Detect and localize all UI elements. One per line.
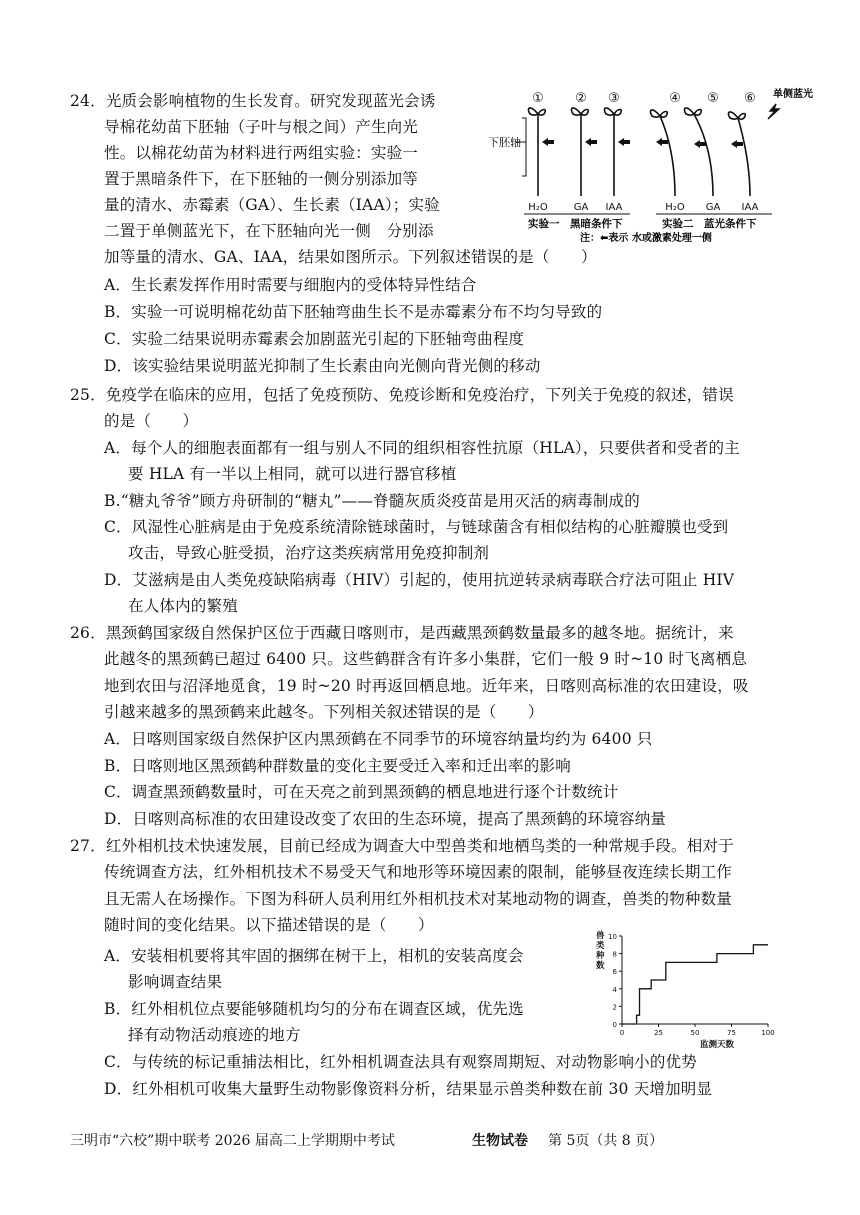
q25-option-d: D．艾滋病是由人类免疫缺陷病毒（HIV）引起的，使用抗逆转录病毒联合疗法可阻止 HIV: [104, 571, 735, 589]
q24-option-c: C．实验二结果说明赤霉素会加剧蓝光引起的下胚轴弯曲程度: [104, 330, 525, 348]
footer-page-number: 第 5页（共 8 页）: [548, 1133, 664, 1149]
lightning-icon: [768, 104, 779, 119]
q25-option-c: C．风湿性心脏病是由于免疫系统清除链球菌时，与链球菌含有相似结构的心脏瓣膜也受到: [104, 518, 729, 536]
q27-option-d: D．红外相机可收集大量野生动物影像资料分析，结果显示兽类种数在前 30 天增加明显: [104, 1080, 713, 1098]
figure-number-1: ①: [532, 91, 544, 106]
seedling-5: [694, 114, 713, 196]
q24-line-2: 导棉花幼苗下胚轴（子叶与根之间）产生向光: [104, 118, 419, 136]
x-tick-label: 100: [761, 1029, 775, 1037]
q24-option-a: A．生长素发挥作用时需要与细胞内的受体特异性结合: [104, 276, 477, 294]
treatment-label-1: H₂O: [528, 202, 548, 213]
q27-line-1: 27．红外相机技术快速发展，目前已经成为调查大中型兽类和地栖鸟类的一种常规手段。相对于: [70, 837, 734, 855]
q27-line-3: 且无需人在场操作。下图为科研人员利用红外相机技术对某地动物的调查，兽类的物种数量: [104, 890, 733, 908]
figure-number-3: ③: [608, 91, 620, 106]
species-step-line: [622, 945, 768, 1024]
seedling-4: [660, 116, 675, 196]
figure-number-2: ②: [575, 91, 587, 106]
x-axis-label: 监测天数: [699, 1040, 735, 1050]
q24-option-b: B．实验一可说明棉花幼苗下胚轴弯曲生长不是赤霉素分布不均匀导致的: [104, 303, 603, 321]
q25-option-d-cont: 在人体内的繁殖: [128, 597, 238, 615]
q24-line-3: 性。以棉花幼苗为材料进行两组实验：实验一: [104, 144, 419, 162]
q24-line-1: 24．光质会影响植物的生长发育。研究发现蓝光会诱: [70, 92, 436, 110]
figure-number-4: ④: [669, 91, 681, 106]
treatment-label-6: IAA: [741, 202, 759, 213]
q26-option-d: D．日喀则高标准的农田建设改变了农田的生态环境，提高了黑颈鹤的环境容纳量: [104, 810, 667, 828]
q26-line-3: 地到农田与沼泽地觅食，19 时~20 时再返回栖息地。近年来，日喀则高标准的农田建设，吸: [104, 677, 749, 695]
figure-note: 注：⬅表示 水或激素处理一侧: [580, 233, 712, 244]
q26-line-2: 此越冬的黑颈鹤已超过 6400 只。这些鹤群含有许多小集群，它们一般 9 时~10 时飞离栖息: [104, 650, 748, 668]
y-tick-label: 6: [612, 968, 617, 977]
y-tick-label: 2: [612, 1003, 617, 1012]
y-tick-label: 10: [608, 933, 617, 941]
exp1-label: 实验一 黑暗条件下: [528, 218, 623, 230]
q27-line-2: 传统调查方法，红外相机技术不易受天气和地形等环境因素的限制，能够昼夜连续长期工作: [104, 863, 733, 881]
q25-option-a: A．每个人的细胞表面都有一组与别人不同的组织相容性抗原（HLA），只要供者和受者的主: [104, 439, 740, 457]
x-tick-label: 50: [690, 1029, 700, 1037]
q24-option-d: D．该实验结果说明蓝光抑制了生长素由向光侧向背光侧的移动: [104, 357, 541, 375]
q27-option-a-cont: 影响调查结果: [128, 973, 223, 991]
q24-seedling-figure: [480, 84, 820, 244]
footer-exam-title: 三明市“六校”期中联考 2026 届高二上学期期中考试: [70, 1133, 395, 1149]
seedling-6: [738, 118, 750, 196]
footer-subject: 生物试卷: [472, 1133, 528, 1149]
figure-number-5: ⑤: [707, 91, 719, 106]
q24-line-4: 置于黑暗条件下，在下胚轴的一侧分别添加等: [104, 170, 419, 188]
treatment-label-5: GA: [705, 202, 721, 213]
q25-line-1: 25．免疫学在临床的应用，包括了免疫预防、免疫诊断和免疫治疗，下列关于免疫的叙述，错误: [70, 386, 734, 404]
q24-line-5: 量的清水、赤霉素（GA）、生长素（IAA）；实验: [104, 196, 440, 214]
q24-line-6: 二置于单侧蓝光下，在下胚轴向光一侧 分别添: [104, 222, 434, 240]
x-tick-label: 25: [654, 1029, 663, 1037]
exp2-label: 实验二 蓝光条件下: [662, 218, 757, 230]
x-tick-label: 75: [727, 1029, 736, 1037]
blue-light-label: 单侧蓝光: [773, 89, 813, 100]
figure-number-6: ⑥: [744, 91, 756, 106]
y-tick-label: 8: [612, 950, 617, 959]
q27-option-c: C．与传统的标记重捕法相比，红外相机调查法具有观察周期短、对动物影响小的优势: [104, 1053, 697, 1071]
q25-option-b: B.“糖丸爷爷”顾方舟研制的“糖丸”——脊髓灰质炎疫苗是用灭活的病毒制成的: [104, 492, 640, 510]
q25-option-c-cont: 攻击，导致心脏受损，治疗这类疾病常用免疫抑制剂: [128, 544, 490, 562]
q27-option-b-cont: 择有动物活动痕迹的地方: [128, 1026, 301, 1044]
q25-option-a-cont: 要 HLA 有一半以上相同，就可以进行器官移植: [128, 465, 457, 483]
treatment-label-3: IAA: [605, 202, 623, 213]
q27-option-a: A．安装相机要将其牢固的捆绑在树干上，相机的安装高度会: [104, 947, 524, 965]
q26-line-4: 引越来越多的黑颈鹤来此越冬。下列相关叙述错误的是（ ）: [104, 703, 544, 721]
treatment-arrow-icon: [542, 138, 630, 146]
q25-line-2: 的是（ ）: [104, 412, 199, 430]
q27-line-4: 随时间的变化结果。以下描述错误的是（ ）: [104, 916, 434, 934]
treatment-label-2: GA: [573, 202, 589, 213]
species-count-chart: [582, 928, 782, 1050]
q26-option-b: B．日喀则地区黑颈鹤种群数量的变化主要受迁入率和迁出率的影响: [104, 757, 571, 775]
treatment-label-4: H₂O: [665, 202, 685, 213]
y-tick-label: 4: [612, 985, 617, 994]
q24-line-7: 加等量的清水、GA、IAA，结果如图所示。下列叙述错误的是（ ）: [104, 248, 597, 266]
y-tick-label: 0: [612, 1021, 617, 1029]
y-axis-label: 兽类种数: [596, 931, 605, 971]
q26-line-1: 26．黑颈鹤国家级自然保护区位于西藏日喀则市，是西藏黑颈鹤数量最多的越冬地。据统计，来: [70, 624, 734, 642]
x-tick-label: 0: [619, 1029, 625, 1037]
q27-option-b: B．红外相机位点要能够随机均匀的分布在调查区域，优先选: [104, 1000, 524, 1018]
q26-option-a: A．日喀则国家级自然保护区内黑颈鹤在不同季节的环境容纳量均约为 6400 只: [104, 730, 653, 748]
hypocotyl-label: 下胚轴: [488, 136, 521, 149]
q26-option-c: C．调查黑颈鹤数量时，可在天亮之前到黑颈鹤的栖息地进行逐个计数统计: [104, 783, 619, 801]
